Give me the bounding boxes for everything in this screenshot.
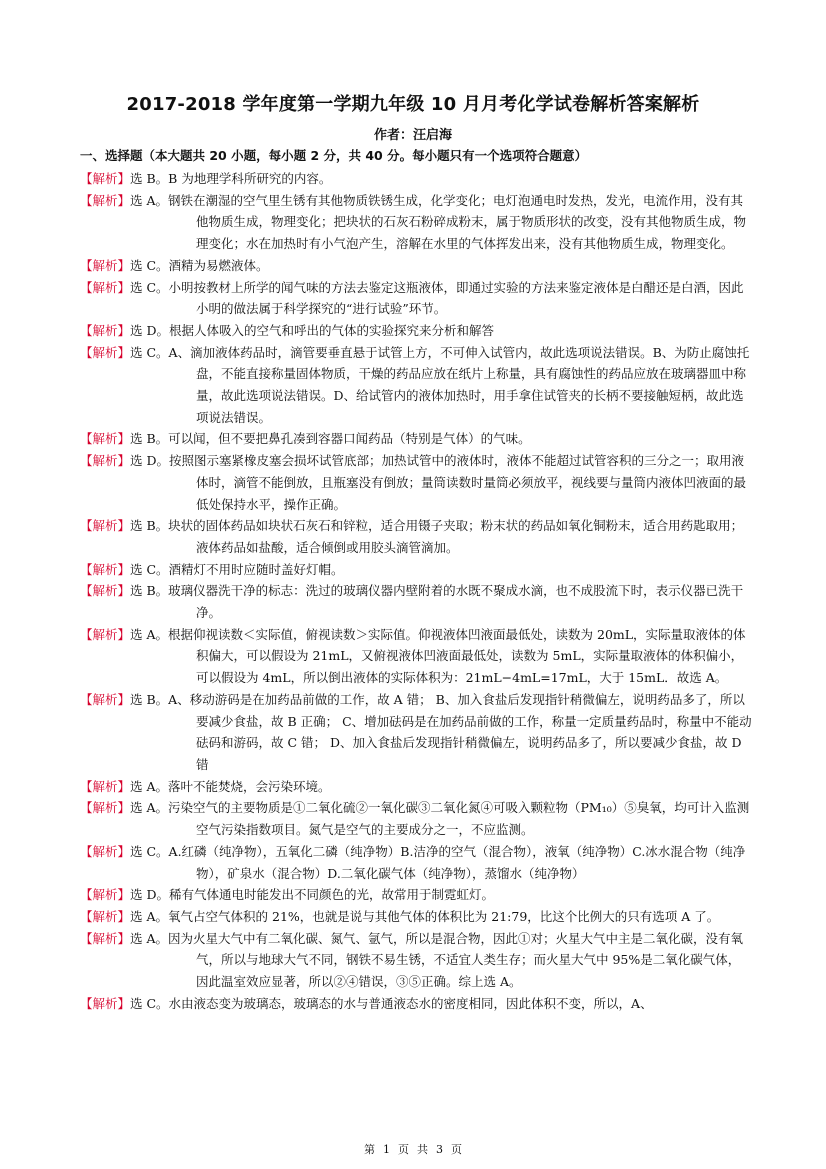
analysis-tag: 【解析】 (80, 257, 131, 273)
analysis-tag: 【解析】 (80, 930, 131, 946)
page-total: 3 (436, 1143, 443, 1156)
item-text: 选 A。钢铁在潮湿的空气里生锈有其他物质铁锈生成，化学变化；电灯泡通电时发热，发光，电流作用，没有其他物质生成，物理变化；把块状的石灰石粉碎成粉末，属于物质形状的改变，没有其他物质生成，物理变化；水在加热时有小气泡产生，溶解在水里的气体挥发出来，没有其他物质生成，物理变化。 (130, 192, 747, 252)
answer-item (80, 515, 752, 558)
author-line: 作者：汪启海 (373, 128, 452, 143)
analysis-tag: 【解析】 (80, 843, 131, 859)
item-text: 选 C。酒精灯不用时应随时盖好灯帽。 (130, 561, 344, 577)
footer-prefix: 第 (364, 1143, 375, 1156)
analysis-tag: 【解析】 (80, 583, 131, 599)
item-text: 选 C。小明按教材上所学的闻气味的方法去鉴定这瓶液体，即通过实验的方法来鉴定液体是白醋还是白酒，因此小明的做法属于科学探究的“进行试验”环节。 (130, 279, 744, 317)
item-text: 选 B。块状的固体药品如块状石灰石和锌粒，适合用镊子夹取；粉末状的药品如氧化铜粉末，适合用药匙取用；液体药品如盐酸，适合倾倒或用胶头滴管滴加。 (130, 518, 744, 555)
answer-item (80, 689, 752, 776)
section-heading: 一、选择题（本大题共 20 小题，每小题 2 分，共 40 分。每小题只有一个选项符合题意） (80, 148, 588, 163)
answer-item (80, 559, 752, 581)
page-number: 1 (383, 1143, 390, 1156)
answer-item (80, 255, 752, 277)
answer-item (80, 884, 752, 906)
footer-total-word: 共 (417, 1143, 428, 1156)
analysis-tag: 【解析】 (80, 344, 131, 360)
item-text: 选 B。A、移动游码是在加药品前做的工作，故 A 错； B、加入食盐后发现指针稍微偏左，说明药品多了，所以要减少食盐，故 B 正确； C、增加砝码是在加药品前做的工作，称量一定质量药品时，称量中不能动砝码和游码，故 C 错； D、加入食盐后发现指针稍微偏左，说明药品多了，所以要减少食盐，故 D 错 (130, 691, 752, 772)
item-text: 选 D。根据人体吸入的空气和呼出的气体的实验探究来分析和解答 (130, 322, 495, 338)
answer-item (80, 776, 752, 798)
analysis-tag: 【解析】 (80, 800, 131, 816)
item-text: 选 C。酒精为易燃液体。 (130, 257, 269, 273)
analysis-tag: 【解析】 (80, 322, 131, 338)
item-text: 选 A。污染空气的主要物质是①二氧化硫②一氧化碳③二氧化氮④可吸入颗粒物（PM₁₀）⑤臭氧，均可计入监测空气污染指数项目。氮气是空气的主要成分之一，不应监测。 (130, 800, 750, 838)
item-text: 选 A。根据仰视读数＜实际值，俯视读数＞实际值。仰视液体凹液面最低处，读数为 20mL，实际量取液体的体积偏大，可以假设为 21mL，又俯视液体凹液面最低处，读数为 5mL，实际量取液体的体积偏小，可以假设为 4mL，所以倒出液体的实际体积为：21mL−4mL=17mL，大于 15mL．故选 A。 (130, 626, 746, 686)
analysis-tag: 【解析】 (80, 778, 131, 794)
answer-item (80, 428, 752, 450)
analysis-tag: 【解析】 (80, 561, 131, 577)
item-text: 选 C。A、滴加液体药品时，滴管要垂直悬于试管上方，不可伸入试管内，故此选项说法错误。B、为防止腐蚀托盘，不能直接称量固体物质，干燥的药品应放在纸片上称量，具有腐蚀性的药品应放在玻璃器皿中称量，故此选项说法错误。D、给试管内的液体加热时，用手拿住试管夹的长柄不要接触短柄，故此选项说法错误。 (130, 344, 750, 425)
answer-item (80, 906, 752, 928)
analysis-tag: 【解析】 (80, 431, 131, 447)
item-text: 选 A。氧气占空气体积的 21%，也就是说与其他气体的体积比为 21:79，比这个比例大的只有选项 A 了。 (130, 908, 720, 924)
answer-list (80, 168, 752, 1014)
item-text: 选 B。B 为地理学科所研究的内容。 (130, 171, 332, 186)
analysis-tag: 【解析】 (80, 995, 131, 1011)
analysis-tag: 【解析】 (80, 279, 131, 295)
analysis-tag: 【解析】 (80, 626, 131, 642)
answer-item (80, 342, 752, 429)
item-text: 选 D。稀有气体通电时能发出不同颜色的光，故常用于制霓虹灯。 (130, 887, 495, 903)
analysis-tag: 【解析】 (80, 192, 131, 208)
item-text: 选 C。A.红磷（纯净物），五氧化二磷（纯净物）B.洁净的空气（混合物），液氧（纯净物）C.冰水混合物（纯净物），矿泉水（混合物）D.二氧化碳气体（纯净物），蒸馏水（纯净物） (130, 843, 746, 881)
item-text: 选 A。落叶不能焚烧，会污染环境。 (130, 778, 331, 794)
item-text: 选 D。按照图示塞紧橡皮塞会损坏试管底部；加热试管中的液体时，液体不能超过试管容积的三分之一；取用液体时，滴管不能倒放，且瓶塞没有倒放；量筒读数时量筒必须放平，视线要与量筒内液体凹液面的最低处保持水平，操作正确。 (130, 453, 747, 512)
answer-item (80, 277, 752, 320)
analysis-tag: 【解析】 (80, 518, 131, 534)
answer-item (80, 450, 752, 515)
answer-item (80, 190, 752, 255)
analysis-tag: 【解析】 (80, 453, 131, 469)
item-text: 选 B。玻璃仪器洗干净的标志：洗过的玻璃仪器内壁附着的水既不聚成水滴，也不成股流下时，表示仪器已洗干净。 (130, 583, 744, 621)
analysis-tag: 【解析】 (80, 171, 131, 186)
item-text: 选 A。因为火星大气中有二氧化碳、氮气、氩气，所以是混合物，因此①对；火星大气中主是二氧化碳，没有氧气，所以与地球大气不同，钢铁不易生锈，不适宜人类生存；而火星大气中 95%是二氧化碳气体，因此温室效应显著，所以②④错误，③⑤正确。综上选 A。 (130, 930, 744, 990)
page-footer (0, 1141, 826, 1157)
analysis-tag: 【解析】 (80, 691, 131, 707)
item-text: 选 C。水由液态变为玻璃态，玻璃态的水与普通液态水的密度相同，因此体积不变，所以，A、 (130, 995, 653, 1011)
analysis-tag: 【解析】 (80, 887, 131, 903)
answer-item (80, 993, 752, 1015)
answer-item (80, 797, 752, 840)
footer-page-word: 页 (398, 1143, 409, 1156)
answer-item (80, 320, 752, 342)
answer-item (80, 624, 752, 689)
analysis-tag: 【解析】 (80, 908, 131, 924)
answer-item (80, 168, 752, 190)
item-text: 选 B。可以闻，但不要把鼻孔凑到容器口闻药品（特别是气体）的气味。 (130, 431, 531, 447)
answer-item (80, 580, 752, 623)
page-title: 2017-2018 学年度第一学期九年级 10 月月考化学试卷解析答案解析 (126, 94, 700, 115)
footer-suffix: 页 (451, 1143, 462, 1156)
answer-item (80, 928, 752, 993)
answer-item (80, 841, 752, 884)
